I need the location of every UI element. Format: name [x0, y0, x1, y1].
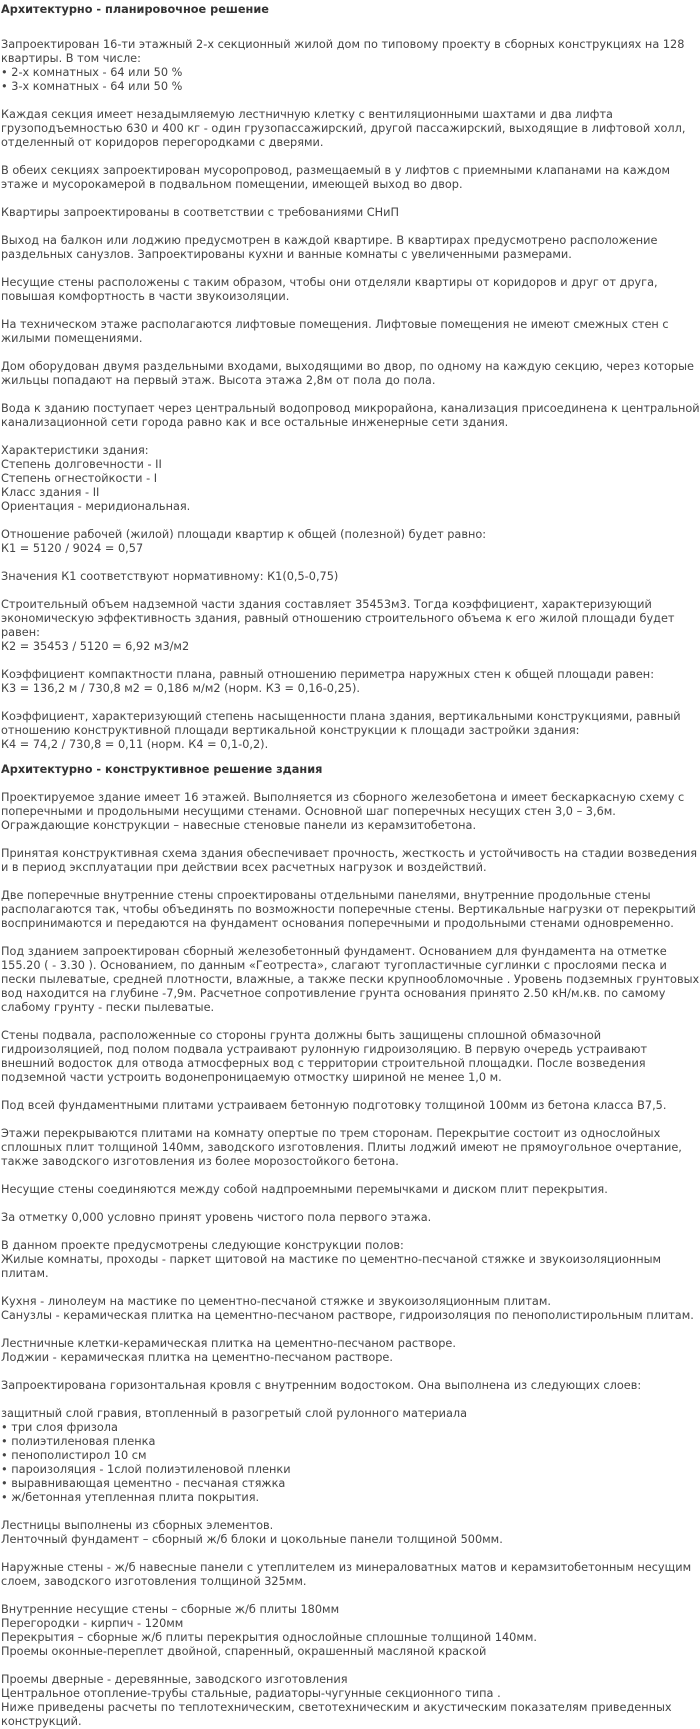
paragraph [1, 847, 700, 875]
text-line: Характеристики здания: [1, 444, 149, 457]
text-line: Проемы дверные - деревянные, заводского изготовления [1, 1673, 348, 1686]
text-line: Класс здания - II [1, 486, 100, 499]
paragraph [1, 598, 700, 654]
text-line: Жилые комнаты, проходы - паркет щитовой на мастике по цементно-песчаной стяжке и звукоизоляционным плитам. [1, 1253, 662, 1280]
text-line: Внутренние несущие стены – сборные ж/б плиты 180мм [1, 1603, 340, 1616]
paragraph [1, 402, 700, 430]
list-item: • пенополистирол 10 см [1, 1449, 147, 1462]
text-line: Перегородки - кирпич - 120мм [1, 1617, 184, 1630]
paragraph [1, 108, 700, 150]
text-line: Коэффициент, характеризующий степень насыщенности плана здания, вертикальными конструкциями, равный отношению конструктивной площади вертикальной конструкции к площади застройки здания: [1, 710, 681, 737]
text-line: Этажи перекрываются плитами на комнату опертые по трем сторонам. Перекрытие состоит из однослойных сплошных плит толщиной 140мм, заводского изготовления. Плиты лоджий имеют не прямоугольное очертание, также заводского изготовления из более морозостойкого бетона. [1, 1127, 682, 1168]
text-line: К3 = 136,2 м / 730,8 м2 = 0,186 м/м2 (норм. К3 = 0,16-0,25). [1, 682, 360, 695]
text-line: Центральное отопление-трубы стальные, радиаторы-чугунные секционного типа . [1, 1687, 501, 1700]
paragraph [1, 1295, 700, 1323]
text-line: Две поперечные внутренние стены спроектированы отдельными панелями, внутренние продольные стены располагаются так, чтобы объединять по возможности поперечные стены. Вертикальные нагрузки от перекрытий воспринимаются и передаются на фундамент основания поперечными и продольными стенами одновременно. [1, 889, 696, 930]
list-item: • 2-х комнатных - 64 или 50 % [1, 66, 183, 79]
paragraph [1, 234, 700, 262]
text-line: Принятая конструктивная схема здания обеспечивает прочность, жесткость и устойчивость на стадии возведения и в период эксплуатации при действии всех расчетных нагрузок и воздействий. [1, 847, 698, 874]
section-heading-planning: Архитектурно - планировочное решение [1, 3, 269, 16]
paragraph [1, 444, 700, 514]
text-line: Ниже приведены расчеты по теплотехническим, светотехническим и акустическим показателям приведенных конструкций. [1, 1701, 672, 1728]
paragraph [1, 1099, 700, 1113]
paragraph [1, 1239, 700, 1281]
list-item: • полиэтиленовая пленка [1, 1435, 156, 1448]
paragraph [1, 276, 700, 304]
text-line: В данном проекте предусмотрены следующие конструкции полов: [1, 1239, 404, 1252]
text-line: Степень огнестойкости - I [1, 472, 158, 485]
list-item: • ж/бетонная утепленная плита покрытия. [1, 1491, 260, 1504]
paragraph [1, 1127, 700, 1169]
text-line: В обеих секциях запроектирован мусоропровод, размещаемый в у лифтов с приемными клапанами на каждом этаже и мусорокамерой в подвальном помещении, имеющей выход во двор. [1, 164, 671, 191]
text-line: За отметку 0,000 условно принят уровень чистого пола первого этажа. [1, 1211, 432, 1224]
paragraph [1, 164, 700, 192]
paragraph [1, 1337, 700, 1365]
text-line: Квартиры запроектированы в соответствии с требованиями СНиП [1, 206, 399, 219]
text-line: Лестничные клетки-керамическая плитка на цементно-песчаном растворе. [1, 1337, 456, 1350]
text-line: К1 = 5120 / 9024 = 0,57 [1, 542, 144, 555]
text-line: Проектируемое здание имеет 16 этажей. Выполняется из сборного железобетона и имеет бескаркасную схему с поперечными и продольными несущими стенами. Основной шаг поперечных несущих стен 3,0 – 3,6м. Ограждающие конструкции – навесные стеновые панели из керамзитобетона. [1, 791, 685, 832]
text-line: Лоджии - керамическая плитка на цементно-песчаном растворе. [1, 1351, 393, 1364]
paragraph [1, 668, 700, 696]
paragraph [1, 528, 700, 556]
text-line: Степень долговечности - II [1, 458, 162, 471]
text-line: Перекрытия – сборные ж/б плиты перекрытия однослойные сплошные толщиной 140мм. [1, 1631, 537, 1644]
paragraph [1, 1519, 700, 1547]
text-line: Наружные стены - ж/б навесные панели с утеплителем из минераловатных матов и керамзитобетонным несущим слоем, заводского изготовления толщиной 325мм. [1, 1561, 692, 1588]
paragraph [1, 889, 700, 931]
paragraph [1, 710, 700, 752]
paragraph [1, 1673, 700, 1729]
paragraph [1, 38, 700, 94]
text-line: защитный слой гравия, втопленный в разогретый слой рулонного материала [1, 1407, 468, 1420]
section-heading-structural: Архитектурно - конструктивное решение здания [1, 763, 323, 776]
paragraph [1, 206, 700, 220]
text-line: Ориентация - меридиональная. [1, 500, 191, 513]
text-line: Коэффициент компактности плана, равный отношению периметра наружных стен к общей площади равен: [1, 668, 655, 681]
list-item: • 3-х комнатных - 64 или 50 % [1, 80, 183, 93]
list-item: • три слоя фризола [1, 1421, 118, 1434]
text-line: Несущие стены соединяются между собой надпроемными перемычками и диском плит перекрытия. [1, 1183, 608, 1196]
text-line: Несущие стены расположены с таким образом, чтобы они отделяли квартиры от коридоров и друг от друга, повышая комфортность в части звукоизоляции. [1, 276, 658, 303]
text-line: Стены подвала, расположенные со стороны грунта должны быть защищены сплошной обмазочной гидроизоляцией, под полом подвала устраивают рулонную гидроизоляцию. В первую очередь устраивают внешний водосток для отвода атмосферных вод с территории строительной площадки. После возведения подземной части устроить водонепроницаемую отмостку шириной не менее 1,0 м. [1, 1029, 648, 1084]
text-line: Под всей фундаментными плитами устраиваем бетонную подготовку толщиной 100мм из бетона класса В7,5. [1, 1099, 667, 1112]
list-item: • выравнивающая цементно - песчаная стяжка [1, 1477, 286, 1490]
text-line: К4 = 74,2 / 730,8 = 0,11 (норм. К4 = 0,1-0,2). [1, 738, 269, 751]
document [0, 3, 700, 1729]
text-line: На техническом этаже располагаются лифтовые помещения. Лифтовые помещения не имеют смежных стен с жилыми помещениями. [1, 318, 669, 345]
text-line: Значения К1 соответствуют нормативному: К1(0,5-0,75) [1, 570, 339, 583]
text-line: Строительный объем надземной части здания составляет 35453м3. Тогда коэффициент, характеризующий экономическую эффективность здания, равный отношению строительного объема к его жилой площади будет равен: [1, 598, 675, 639]
text-line: Выход на балкон или лоджию предусмотрен в каждой квартире. В квартирах предусмотрено расположение раздельных санузлов. Запроектированы кухни и ванные комнаты с увеличенными размерами. [1, 234, 658, 261]
text-line: Вода к зданию поступает через центральный водопровод микрорайона, канализация присоединена к центральной канализационной сети города равно как и все остальные инженерные сети здания. [1, 402, 700, 429]
paragraph [1, 1029, 700, 1085]
paragraph [1, 360, 700, 388]
text-line: Санузлы - керамическая плитка на цементно-песчаном растворе, гидроизоляция по пенополистирольным плитам. [1, 1309, 694, 1322]
text-line: Проемы оконные-переплет двойной, спаренный, окрашенный масляной краской [1, 1645, 487, 1658]
text-line: К2 = 35453 / 5120 = 6,92 м3/м2 [1, 640, 190, 653]
text-line: Кухня - линолеум на мастике по цементно-песчаной стяжке и звукоизоляционным плитам. [1, 1295, 551, 1308]
list-item: • пароизоляция - 1слой полиэтиленовой пленки [1, 1463, 291, 1476]
text-line: Под зданием запроектирован сборный железобетонный фундамент. Основанием для фундамента на отметке 155.20 ( - 3.30 ). Основанием, по данным «Геотреста», слагают тугопластичные суглинки с прослоями песка и пески пылеватые, средней плотности, влажные, а также пески крупнообломочные . Уровень подземных грунтовых вод находится на глубине -7,9м. Расчетное сопротивление грунта основания принято 2.50 кН/м.кв. по самому слабому грунту - пески пылеватые. [1, 945, 700, 1014]
paragraph [1, 791, 700, 833]
paragraph [1, 945, 700, 1015]
paragraph [1, 570, 700, 584]
paragraph [1, 1183, 700, 1197]
paragraph [1, 1211, 700, 1225]
text-line: Запроектирован 16-ти этажный 2-х секционный жилой дом по типовому проекту в сборных конструкциях на 128 квартиры. В том числе: [1, 38, 685, 65]
text-line: Отношение рабочей (жилой) площади квартир к общей (полезной) будет равно: [1, 528, 487, 541]
paragraph [1, 1407, 700, 1505]
paragraph [1, 1603, 700, 1659]
text-line: Запроектирована горизонтальная кровля с внутренним водостоком. Она выполнена из следующих слоев: [1, 1379, 642, 1392]
text-line: Ленточный фундамент – сборный ж/б блоки и цокольные панели толщиной 500мм. [1, 1533, 503, 1546]
paragraph [1, 1561, 700, 1589]
section-planning-body [1, 38, 700, 752]
text-line: Дом оборудован двумя раздельными входами, выходящими во двор, по одному на каждую секцию, через которые жильцы попадают на первый этаж. Высота этажа 2,8м от пола до пола. [1, 360, 694, 387]
text-line: Лестницы выполнены из сборных элементов. [1, 1519, 274, 1532]
section-structural-body [1, 791, 700, 1729]
paragraph [1, 1379, 700, 1393]
paragraph [1, 318, 700, 346]
text-line: Каждая секция имеет незадымляемую лестничную клетку с вентиляционными шахтами и два лифта грузоподъемностью 630 и 400 кг - один грузопассажирский, другой пассажирский, выходящие в лифтовой холл, отделенный от коридоров перегородками с дверями. [1, 108, 686, 149]
